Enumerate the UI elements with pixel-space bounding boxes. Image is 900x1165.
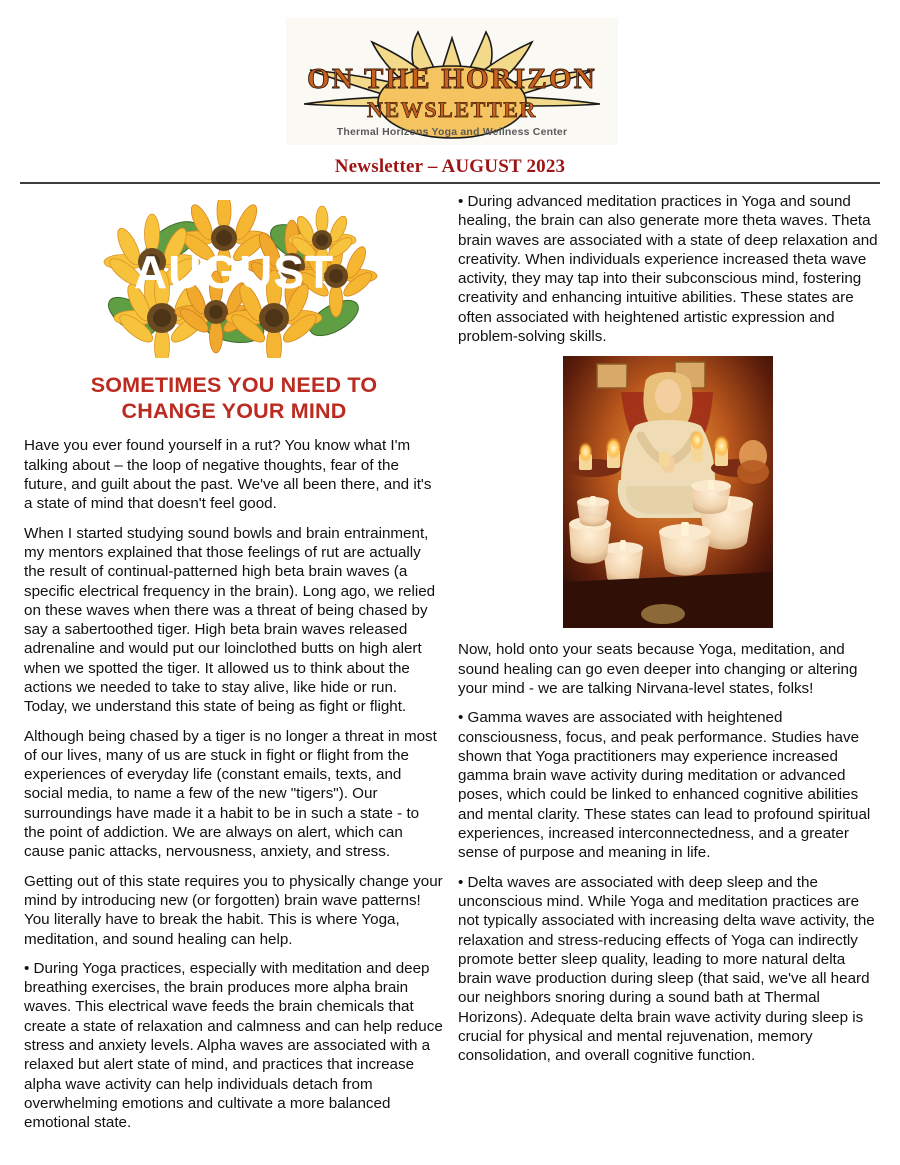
body-bullet-delta-waves: • Delta waves are associated with deep sleep and the unconscious mind. While Yoga and meditation practices are not typically associated with increasing delta wave activity, the relaxation and stress-reducing effects of Yoga can indirectly promote better sleep quality, leading to more natural delta brain wave production during sleep (that said, we've all heard our neighbors snoring during a sound bath at Thermal Horizons). Adequate delta brain wave activity during sleep is crucial for physical and mental rejuvenation, memory consolidation, and overall cognitive function.	[458, 873, 875, 1065]
left-column	[24, 192, 444, 1143]
header-divider	[20, 182, 880, 184]
right-column	[458, 192, 878, 1076]
august-overlay-text: AUGUST	[133, 246, 335, 298]
headline-line-1: SOMETIMES YOU NEED TO	[90, 373, 378, 397]
body-bullet-gamma-waves: • Gamma waves are associated with heightened consciousness, focus, and peak performance. Studies have shown that Yoga practitioners may experience increased gamma brain wave activity during meditation or advanced poses, which could be linked to enhanced cognitive abilities and mental clarity. These states can lead to profound spiritual experiences, increased interconnectedness, and a greater sense of purpose and meaning in life.	[458, 709, 871, 862]
logo-title-line2: NEWSLETTER	[366, 97, 538, 122]
sunburst-icon	[286, 18, 618, 145]
sound-bath-photo	[563, 356, 773, 628]
article-headline	[24, 372, 444, 424]
body-bullet-alpha-waves: • During Yoga practices, especially with meditation and deep breathing exercises, the brain produces more alpha brain waves. This electrical wave feeds the brain chemicals that create a state of relaxation and calmness and can help reduce stress and anxiety levels. Alpha waves are associated with a relaxed but alert state of mind, and practices that increase alpha wave activity can help individuals detach from overwhelming emotions and cultivate a more balanced emotional state.	[24, 959, 443, 1132]
body-paragraph: When I started studying sound bowls and brain entrainment, my mentors explained that those feelings of rut are actually the result of continual-patterned high beta brain waves (a specific electrical frequency in the brain). Long ago, we relied on these waves when there was a threat of being chased by say a sabertoothed tiger. High beta brain waves released adrenaline and would put our loinclothed butts on high alert when we spotted the tiger. It allowed us to think about the actions we needed to take to stay alive, like hide or run. Today, we understand this state of being as fight or flight.	[24, 524, 436, 716]
body-paragraph: Although being chased by a tiger is no longer a threat in most of our lives, many of us are stuck in fight or flight from the experiences of everyday life (constant emails, texts, and social media, to name a few of the new "tigers"). Our surroundings have made it a habit to be in such a state - to the point of addiction. We are always on alert, which can cause panic attacks, nervousness, anxiety, and stress.	[24, 727, 437, 861]
masthead-logo-panel	[286, 18, 618, 145]
logo-title-line1: ON THE HORIZON	[307, 63, 597, 95]
body-paragraph: Getting out of this state requires you to physically change your mind by introducing new (or forgotten) brain wave patterns! You literally have to break the habit. This is where Yoga, meditation, and sound healing can help.	[24, 872, 443, 948]
issue-line: Newsletter – AUGUST 2023	[334, 156, 566, 177]
sunflower-bouquet-icon	[84, 200, 384, 358]
logo-tagline: Thermal Horizons Yoga and Wellness Center	[336, 126, 568, 138]
body-bullet-theta-waves: • During advanced meditation practices in Yoga and sound healing, the brain can also generate more theta waves. Theta brain waves are associated with a state of deep relaxation and creativity. When individuals experience increased theta wave activity, they may tap into their subconscious mind, fostering creativity and enhancing intuitive abilities. These states are often associated with heightened artistic expression and problem-solving skills.	[458, 193, 878, 346]
body-paragraph: Now, hold onto your seats because Yoga, meditation, and sound healing can go even deeper into changing or altering your mind - we are talking Nirvana-level states, folks!	[458, 641, 858, 697]
headline-line-2: CHANGE YOUR MIND	[121, 399, 347, 424]
body-paragraph: Have you ever found yourself in a rut? You know what I'm talking about – the loop of negative thoughts, fear of the future, and guilt about the past. We've all been there, and it's a state of mind that doesn't feel good.	[24, 437, 432, 513]
